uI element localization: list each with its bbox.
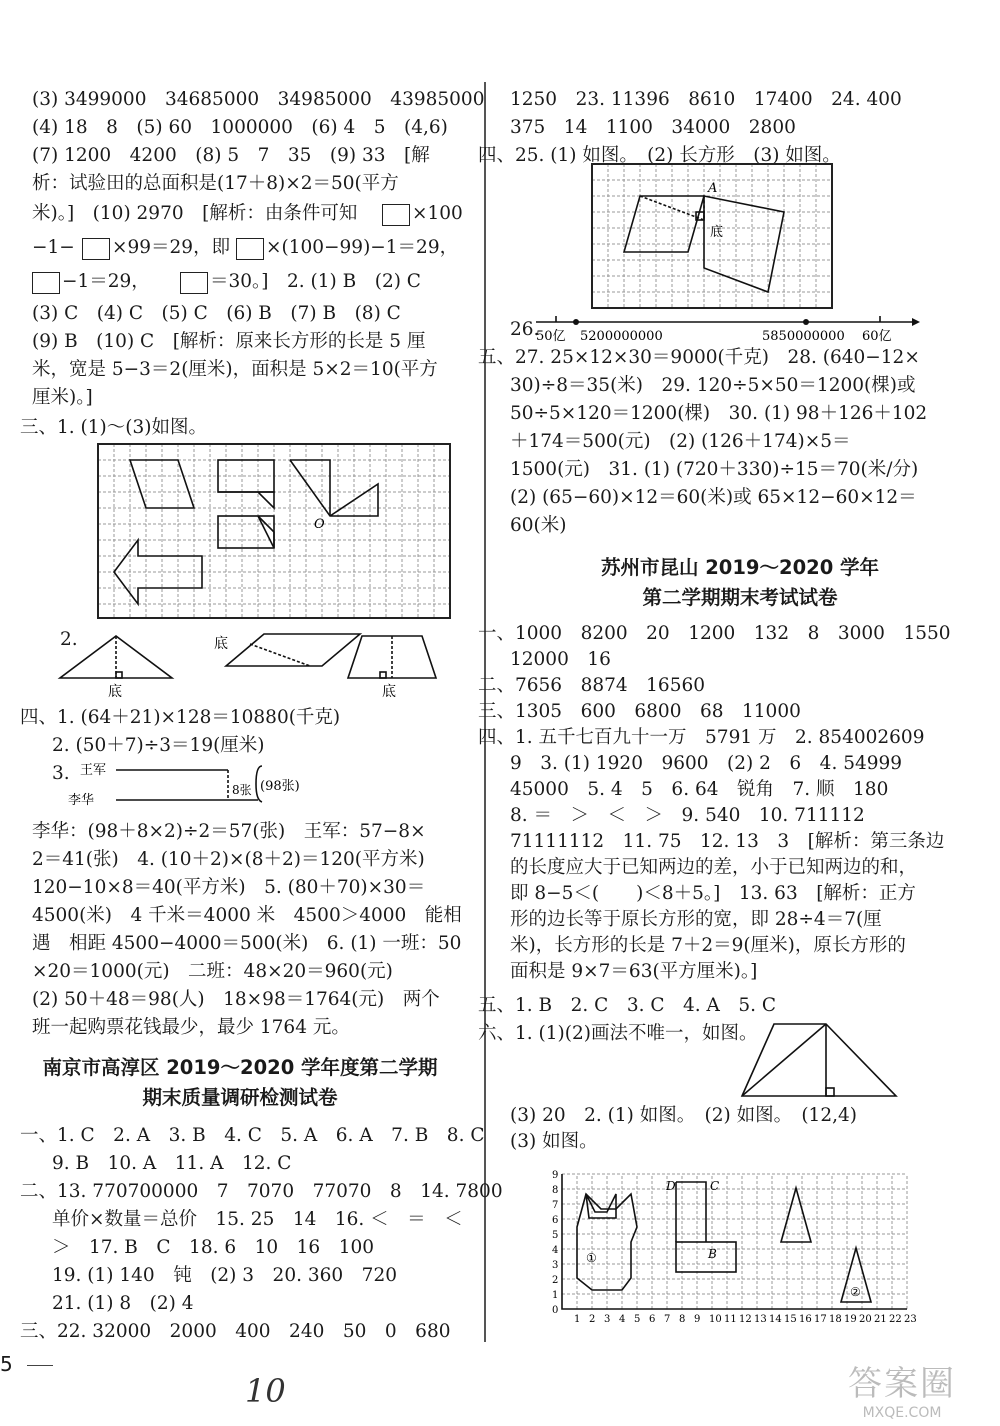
y-tick-label: 4 xyxy=(552,1245,559,1256)
coordinate-grid xyxy=(546,1166,917,1336)
left-line-2: (4) 18 8 (5) 60 1000000 (6) 4 5 (4,6) xyxy=(32,117,448,138)
bar-diagram xyxy=(68,760,316,812)
left-line-14: 四、1. (64＋21)×128＝10880(千克) xyxy=(20,707,341,728)
left-line-22: ×20＝1000(元) 二班：48×20＝960(元) xyxy=(32,961,393,982)
left-line-6: −1− xyxy=(32,237,75,258)
right-line-7: ＋174＝500(元) (2) (126＋174)×5＝ xyxy=(510,431,851,452)
left-line-5b: ×100 xyxy=(412,203,463,224)
x-tick-label: 19 xyxy=(844,1314,857,1325)
base-label-25: 底 xyxy=(710,225,724,240)
left-line-16: 3. xyxy=(52,763,70,784)
parallelogram-height xyxy=(250,644,310,666)
triangle-top xyxy=(781,1188,811,1242)
right-line-22: 形的边长等于原长方形的宽，即 28÷4＝7(厘 xyxy=(510,909,882,930)
watermark-url: MXQE.COM xyxy=(862,1405,942,1421)
x-tick-label: 14 xyxy=(769,1314,782,1325)
right-line-12: 12000 16 xyxy=(510,649,611,670)
x-tick-label: 12 xyxy=(739,1314,752,1325)
tick-label-5200000000: 5200000000 xyxy=(580,329,663,344)
right-line-23: 米)，长方形的长是 7＋2＝9(厘米)，原长方形的 xyxy=(510,935,906,956)
x-tick-label: 17 xyxy=(814,1314,827,1325)
trapezoid-base-label: 底 xyxy=(382,684,396,700)
right-line-28: (3) 如图。 xyxy=(510,1131,598,1152)
left-line-3: (7) 1200 4200 (8) 5 7 35 (9) 33 [解 xyxy=(32,145,430,166)
point-a-label: A xyxy=(708,181,718,196)
x-tick-label: 5 xyxy=(634,1314,641,1325)
x-tick-label: 2 xyxy=(589,1314,596,1325)
right-line-9: (2) (65−60)×12＝60(米)或 65×12−60×12＝ xyxy=(510,487,917,508)
tick-label-50: 50亿 xyxy=(536,329,566,344)
y-tick-label: 2 xyxy=(552,1275,559,1286)
bar-label-b: 李华 xyxy=(68,793,95,808)
left-line-9: (9) B (10) C [解析：原来长方形的长是 5 厘 xyxy=(32,331,426,352)
parallelogram-base-label: 底 xyxy=(214,636,228,652)
triangle-2-label: ② xyxy=(850,1285,861,1299)
right-line-19: 71111112 11. 75 12. 13 3 [解析：第三条边 xyxy=(510,831,945,852)
left-line-23: (2) 50＋48＝98(人) 18×98＝1764(元) 两个 xyxy=(32,989,440,1010)
point-5850000000 xyxy=(803,319,809,325)
label-d: D xyxy=(666,1179,676,1193)
y-tick-label: 7 xyxy=(552,1200,559,1211)
y-tick-label: 6 xyxy=(552,1215,559,1226)
x-tick-label: 7 xyxy=(664,1314,671,1325)
section-title-nanjing-1: 南京市高淳区 2019～2020 学年度第二学期 xyxy=(42,1056,438,1079)
left-line-24: 班一起购票花钱最少，最少 1764 元。 xyxy=(32,1017,350,1038)
y-tick-label: 5 xyxy=(552,1230,559,1241)
shape-l-part xyxy=(676,1182,706,1242)
left-line-28: 单价×数量＝总价 15. 25 14 16. ＜ ＝ ＜ xyxy=(52,1209,463,1230)
y-tick-label: 8 xyxy=(552,1185,559,1196)
left-line-15: 2. (50＋7)÷3＝19(厘米) xyxy=(52,735,265,756)
x-tick-label: 21 xyxy=(874,1314,887,1325)
right-line-25: 五、1. B 2. C 3. C 4. A 5. C xyxy=(478,995,777,1016)
left-line-10: 米，宽是 5−3＝2(厘米)，面积是 5×2＝10(平方 xyxy=(32,359,438,380)
x-tick-label: 23 xyxy=(904,1314,917,1325)
left-line-5: 米)。] (10) 2970 [解析：由条件可知 xyxy=(32,203,358,224)
left-line-27: 二、13. 770700000 7 7070 77070 8 14. 7800 xyxy=(20,1181,503,1202)
number-line xyxy=(536,312,916,346)
right-line-24: 面积是 9×7＝63(平方厘米)。] xyxy=(510,961,758,982)
number-line-arrow xyxy=(912,318,920,326)
blank-box xyxy=(236,238,264,260)
numline-label: 26. xyxy=(510,319,540,340)
left-line-6c: ×(100−99)−1＝29， xyxy=(266,237,459,258)
right-angle-mark xyxy=(116,672,122,678)
right-line-10: 60(米) xyxy=(510,515,567,536)
left-line-7: −1＝29， xyxy=(62,271,150,292)
left-line-8: (3) C (4) C (5) C (6) B (7) B (8) C xyxy=(32,303,401,324)
right-line-21: 即 8−5＜( )＜8＋5。] 13. 63 [解析：正方 xyxy=(510,883,916,904)
watermark-logo: 答案圈 xyxy=(848,1364,956,1404)
right-angle-mark xyxy=(826,1088,834,1096)
x-tick-label: 4 xyxy=(619,1314,626,1325)
x-tick-label: 20 xyxy=(859,1314,872,1325)
left-line-17: 李华：(98＋8×2)÷2＝57(张) 王军：57−8× xyxy=(32,821,426,842)
tick-label-5850000000: 5850000000 xyxy=(762,329,845,344)
x-tick-label: 11 xyxy=(724,1314,737,1325)
tick-label-60: 60亿 xyxy=(862,329,892,344)
right-angle-mark xyxy=(380,672,386,678)
left-line-1: (3) 3499000 34685000 34985000 43985000 xyxy=(32,89,485,110)
right-line-2: 375 14 1100 34000 2800 xyxy=(510,117,796,138)
blank-box xyxy=(32,272,60,294)
bar-total-label: (98张) xyxy=(260,779,300,794)
blank-box xyxy=(82,238,110,260)
left-line-20: 4500(米) 4 千米＝4000 米 4500＞4000 能相 xyxy=(32,905,462,926)
y-tick-label: 0 xyxy=(552,1305,559,1316)
x-tick-label: 15 xyxy=(784,1314,797,1325)
left-line-4: 析：试验田的总面积是(17＋8)×2＝50(平方 xyxy=(32,173,399,194)
right-line-6: 50÷5×120＝1200(棵) 30. (1) 98＋126＋102 xyxy=(510,403,928,424)
left-line-18: 2＝41(张) 4. (10＋2)×(8＋2)＝120(平方米) xyxy=(32,849,425,870)
point-5200000000 xyxy=(573,319,579,325)
left-line-7b: ＝30。] 2. (1) B (2) C xyxy=(210,271,421,292)
left-line-11: 厘米)。] xyxy=(32,387,93,408)
right-line-1: 1250 23. 11396 8610 17400 24. 400 xyxy=(510,89,902,110)
right-line-5: 30)÷8＝35(米) 29. 120÷5×50＝1200(棵)或 xyxy=(510,375,916,396)
left-line-19: 120−10×8＝40(平方米) 5. (80＋70)×30＝ xyxy=(32,877,426,898)
right-line-13: 二、7656 8874 16560 xyxy=(478,675,706,696)
right-line-4: 五、27. 25×12×30＝9000(千克) 28. (640−12× xyxy=(478,347,920,368)
left-line-6b: ×99＝29，即 xyxy=(112,237,231,258)
right-line-8: 1500(元) 31. (1) (720＋330)÷15＝70(米/分) xyxy=(510,459,919,480)
x-tick-label: 10 xyxy=(709,1314,722,1325)
x-tick-label: 3 xyxy=(604,1314,611,1325)
right-line-15: 四、1. 五千七百九十一万 5791 万 2. 854002609 xyxy=(478,727,925,748)
blank-box xyxy=(180,272,208,294)
trapezoid-figure xyxy=(740,1022,900,1098)
right-line-20: 的长度应大于已知两边的差，小于已知两边的和， xyxy=(510,857,918,878)
x-tick-label: 22 xyxy=(889,1314,902,1325)
grid-figure-transform xyxy=(98,444,450,618)
right-line-11: 一、1000 8200 20 1200 132 8 3000 1550 xyxy=(478,623,951,644)
y-tick-label: 9 xyxy=(552,1170,559,1181)
left-line-25: 一、1. C 2. A 3. B 4. C 5. A 6. A 7. B 8. C xyxy=(20,1125,485,1146)
x-tick-label: 13 xyxy=(754,1314,767,1325)
grid-figure-25 xyxy=(592,164,832,308)
bar-diff-label: 8张 xyxy=(232,783,252,797)
y-tick-label: 3 xyxy=(552,1260,559,1271)
left-line-29: ＞ 17. B C 18. 6 10 16 100 xyxy=(52,1237,375,1258)
left-line-30: 19. (1) 140 钝 (2) 3 20. 360 720 xyxy=(52,1265,397,1286)
right-line-16: 9 3. (1) 1920 9600 (2) 2 6 4. 54999 xyxy=(510,753,903,774)
right-line-14: 三、1305 600 6800 68 11000 xyxy=(478,701,801,722)
left-line-21: 遇 相距 4500−4000＝500(米) 6. (1) 一班：50 xyxy=(32,933,462,954)
right-line-17: 45000 5. 4 5 6. 64 锐角 7. 顺 180 xyxy=(510,779,889,800)
label-b: B xyxy=(708,1247,717,1261)
left-line-12: 三、1. (1)～(3)如图。 xyxy=(20,417,207,438)
label-c: C xyxy=(710,1179,720,1193)
rectangle-shift-bottom xyxy=(258,516,274,548)
watermark xyxy=(848,1356,956,1421)
bar-label-a: 王军 xyxy=(80,763,107,778)
point-o-label: O xyxy=(314,517,325,532)
right-line-27: (3) 20 2. (1) 如图。 (2) 如图。 (12,4) xyxy=(510,1105,857,1126)
y-tick-label: 1 xyxy=(552,1290,559,1301)
section-title-kunshan-2: 第二学期期末考试试卷 xyxy=(642,586,838,609)
trapezoid-diagonal xyxy=(742,1024,826,1096)
handwritten-note: 10 xyxy=(245,1372,286,1410)
x-tick-label: 16 xyxy=(799,1314,812,1325)
x-tick-label: 1 xyxy=(574,1314,581,1325)
x-tick-label: 9 xyxy=(694,1314,701,1325)
blank-box xyxy=(382,204,410,226)
x-tick-label: 18 xyxy=(829,1314,842,1325)
page-number: 5 xyxy=(0,1352,53,1376)
left-line-32: 三、22. 32000 2000 400 240 50 0 680 xyxy=(20,1321,451,1342)
trapezoid-shape xyxy=(742,1024,896,1096)
right-line-26: 六、1. (1)(2)画法不唯一，如图。 xyxy=(478,1023,758,1044)
parallelogram-small xyxy=(226,634,360,666)
triangle-base-label: 底 xyxy=(108,684,122,700)
base-height-figures xyxy=(60,630,460,700)
x-tick-label: 6 xyxy=(649,1314,656,1325)
x-tick-label: 8 xyxy=(679,1314,686,1325)
shape-1-label: ① xyxy=(586,1251,597,1265)
right-line-18: 8. ＝ ＞ ＜ ＞ 9. 540 10. 711112 xyxy=(510,805,865,826)
left-line-13: 2. xyxy=(60,629,78,650)
section-title-kunshan-1: 苏州市昆山 2019～2020 学年 xyxy=(600,556,880,579)
right-line-3: 四、25. (1) 如图。 (2) 长方形 (3) 如图。 xyxy=(478,145,841,166)
section-title-nanjing-2: 期末质量调研检测试卷 xyxy=(142,1086,338,1109)
left-line-31: 21. (1) 8 (2) 4 xyxy=(52,1293,194,1314)
left-line-26: 9. B 10. A 11. A 12. C xyxy=(52,1153,292,1174)
